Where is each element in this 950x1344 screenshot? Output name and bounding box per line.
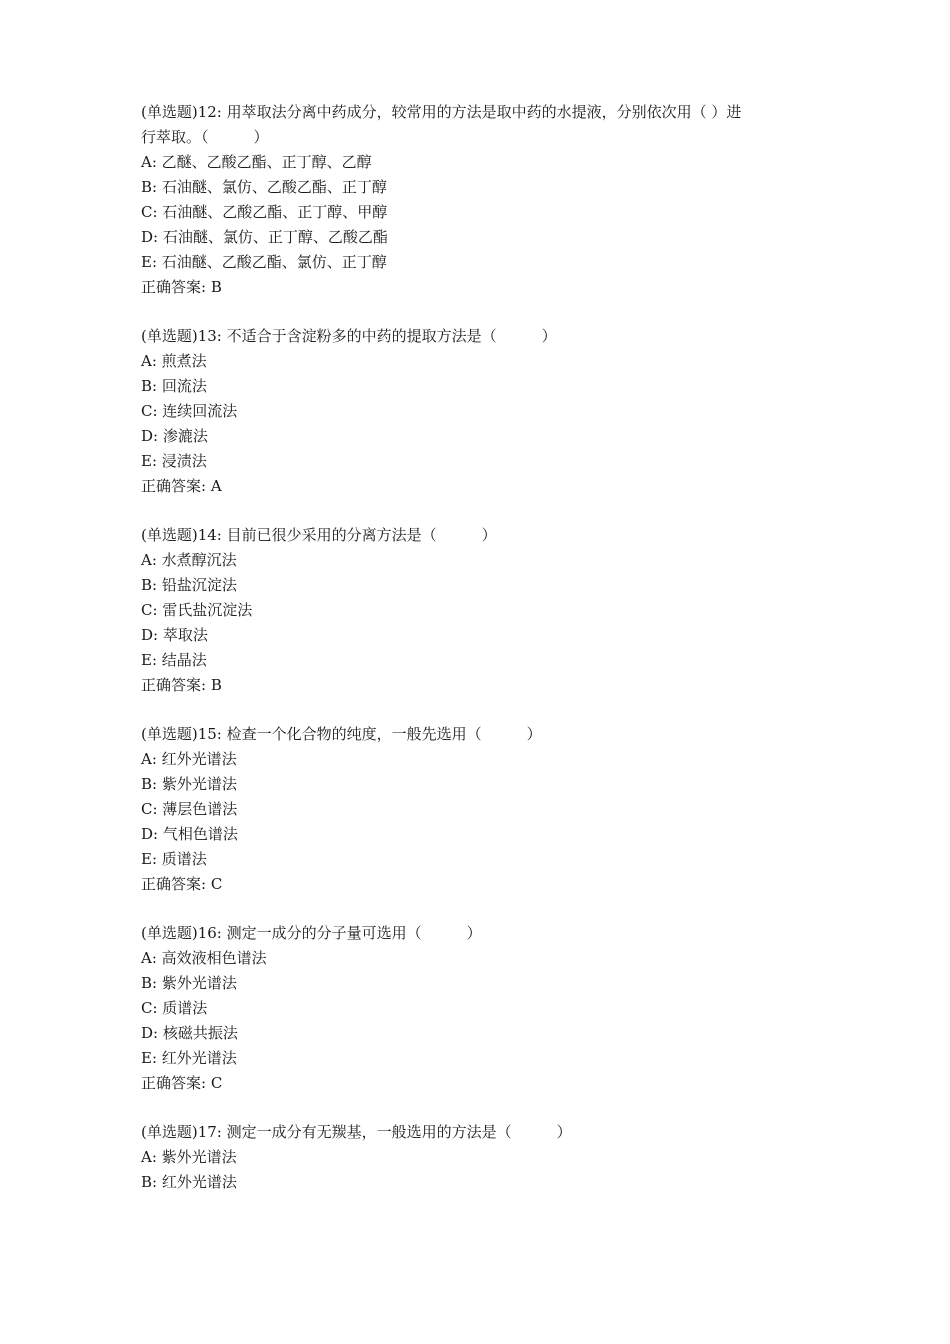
- question-stem: (单选题)12: 用萃取法分离中药成分，较常用的方法是取中药的水提液，分别依次用（ ）进: [141, 103, 742, 121]
- correct-answer: 正确答案: C: [141, 1074, 223, 1092]
- question-15: [141, 722, 821, 897]
- option-e: E: 红外光谱法: [141, 1049, 237, 1067]
- option-c: C: 石油醚、乙酸乙酯、正丁醇、甲醇: [141, 203, 388, 221]
- option-a: A: 煎煮法: [141, 352, 207, 370]
- option-e: E: 浸渍法: [141, 452, 207, 470]
- option-b: B: 紫外光谱法: [141, 775, 237, 793]
- option-a: A: 紫外光谱法: [141, 1148, 237, 1166]
- option-b: B: 红外光谱法: [141, 1173, 237, 1191]
- option-c: C: 连续回流法: [141, 402, 238, 420]
- correct-answer: 正确答案: A: [141, 477, 222, 495]
- correct-answer: 正确答案: C: [141, 875, 223, 893]
- option-c: C: 质谱法: [141, 999, 208, 1017]
- option-a: A: 红外光谱法: [141, 750, 237, 768]
- question-stem: (单选题)15: 检查一个化合物的纯度，一般先选用（ ）: [141, 725, 542, 743]
- document-page: [141, 100, 821, 1219]
- question-16: [141, 921, 821, 1096]
- option-e: E: 结晶法: [141, 651, 207, 669]
- question-12: [141, 100, 821, 300]
- question-stem: (单选题)17: 测定一成分有无羰基，一般选用的方法是（ ）: [141, 1123, 572, 1141]
- question-stem-continued: 行萃取。（ ）: [141, 128, 269, 146]
- option-d: D: 萃取法: [141, 626, 208, 644]
- option-d: D: 石油醚、氯仿、正丁醇、乙酸乙酯: [141, 228, 388, 246]
- option-b: B: 铅盐沉淀法: [141, 576, 237, 594]
- question-stem: (单选题)16: 测定一成分的分子量可选用（ ）: [141, 924, 482, 942]
- option-c: C: 薄层色谱法: [141, 800, 238, 818]
- correct-answer: 正确答案: B: [141, 278, 222, 296]
- question-14: [141, 523, 821, 698]
- question-13: [141, 324, 821, 499]
- option-c: C: 雷氏盐沉淀法: [141, 601, 253, 619]
- option-a: A: 水煮醇沉法: [141, 551, 237, 569]
- question-17: [141, 1120, 821, 1195]
- option-d: D: 气相色谱法: [141, 825, 238, 843]
- option-d: D: 渗漉法: [141, 427, 208, 445]
- question-stem: (单选题)13: 不适合于含淀粉多的中药的提取方法是（ ）: [141, 327, 557, 345]
- correct-answer: 正确答案: B: [141, 676, 222, 694]
- option-b: B: 紫外光谱法: [141, 974, 237, 992]
- option-b: B: 石油醚、氯仿、乙酸乙酯、正丁醇: [141, 178, 387, 196]
- option-e: E: 质谱法: [141, 850, 207, 868]
- question-stem: (单选题)14: 目前已很少采用的分离方法是（ ）: [141, 526, 497, 544]
- option-e: E: 石油醚、乙酸乙酯、氯仿、正丁醇: [141, 253, 387, 271]
- option-d: D: 核磁共振法: [141, 1024, 238, 1042]
- option-a: A: 乙醚、乙酸乙酯、正丁醇、乙醇: [141, 153, 372, 171]
- option-a: A: 高效液相色谱法: [141, 949, 267, 967]
- option-b: B: 回流法: [141, 377, 207, 395]
